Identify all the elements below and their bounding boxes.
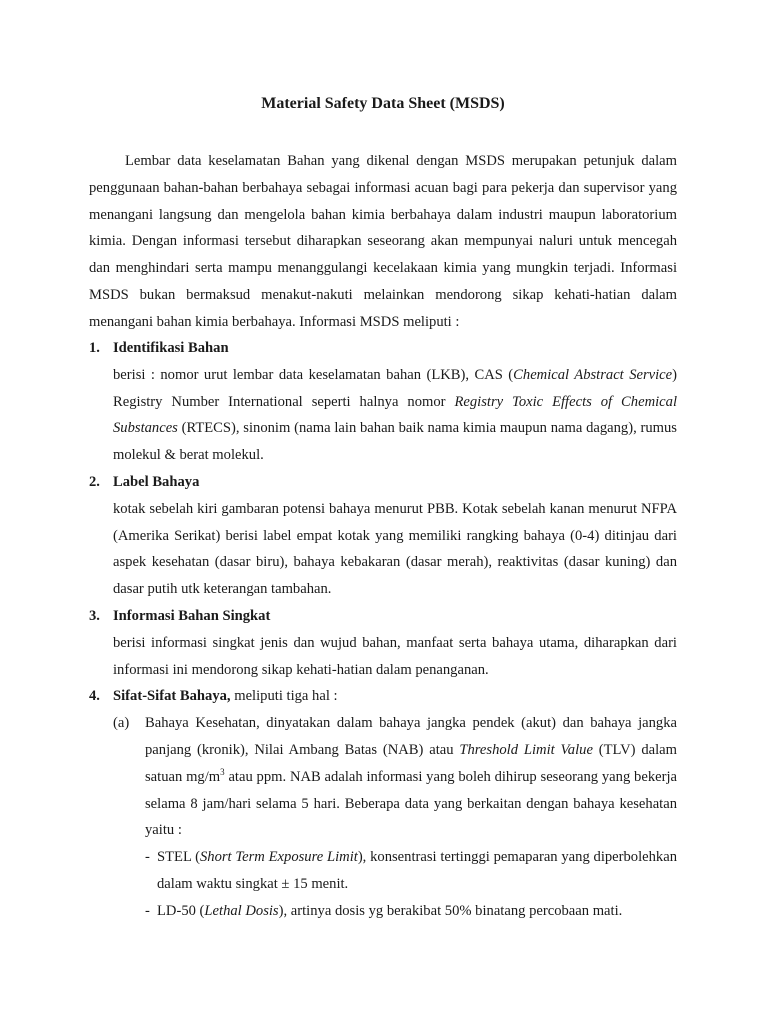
sub-item-label: (a) xyxy=(113,715,130,732)
item-number: 4. xyxy=(89,688,100,705)
list-item-identifikasi-bahan xyxy=(89,335,677,469)
item-heading: Informasi Bahan Singkat xyxy=(113,607,271,624)
item-body: berisi informasi singkat jenis dan wujud bahan, manfaat serta bahaya utama, diharapkan dari informasi ini mendorong sikap kehati-hatian dalam penanganan. xyxy=(113,634,677,678)
sub-item-text: Bahaya Kesehatan, dinyatakan dalam bahaya jangka pendek (akut) dan bahaya jangka panjang (kronik), Nilai Ambang Batas (NAB) atau Threshold Limit Value (TLV) dalam satuan $mg/m^3$ atau ppm. NAB adalah informasi yang boleh dihirup seseorang yang bekerja selama 8 jam/hari selama 5 hari. Beberapa data yang berkaitan dengan bahaya kesehatan yaitu : xyxy=(145,715,678,839)
item-number: 1. xyxy=(89,340,100,356)
item-body: kotak sebelah kiri gambaran potensi bahaya menurut PBB. Kotak sebelah kanan menurut NFPA (Amerika Serikat) berisi label empat kotak yang memiliki rangking bahaya (0-4) ditinjau dari aspek kesehatan (dasar biru), bahaya kebakaran (dasar merah), reaktivitas (dasar kuning) dan dasar putih utk keterangan tambahan. xyxy=(113,500,677,598)
dash-item-ld50 xyxy=(145,898,677,925)
sub-item-bahaya-kesehatan xyxy=(113,710,677,844)
dash-item-text: LD-50 (Lethal Dosis), artinya dosis yg berakibat 50% binatang percobaan mati. xyxy=(157,902,623,919)
item-number: 2. xyxy=(89,473,100,490)
document-title: Material Safety Data Sheet (MSDS) xyxy=(261,95,505,112)
item-heading: Identifikasi Bahan xyxy=(113,340,229,356)
section-list xyxy=(89,335,677,925)
item-heading: Sifat-Sifat Bahaya, meliputi tiga hal : xyxy=(113,688,338,705)
list-item-sifat-sifat-bahaya xyxy=(89,683,677,924)
dash-item-text: STEL (Short Term Exposure Limit), konsentrasi tertinggi pemaparan yang diperbolehkan dalam waktu singkat ± 15 menit. xyxy=(157,849,677,892)
intro-paragraph: Lembar data keselamatan Bahan yang dikenal dengan MSDS merupakan petunjuk dalam penggunaan bahan-bahan berbahaya sebagai informasi acuan bagi para pekerja dan supervisor yang menangani langsung dan mengelola bahan kimia berbahaya dalam industri maupun laboratorium kimia. Dengan informasi tersebut diharapkan seseorang akan mempunyai naluri untuk mencegah dan menghindari serta mampu menanggulangi kecelakaan kimia yang mungkin terjadi. Informasi MSDS bukan bermaksud menakut-nakuti melainkan mendorong sikap kehati-hatian dalam menangani bahan kimia berbahaya. Informasi MSDS meliputi : xyxy=(89,153,677,330)
list-item-informasi-bahan-singkat xyxy=(89,603,677,683)
item-heading: Label Bahaya xyxy=(113,473,200,490)
item-number: 3. xyxy=(89,607,100,624)
dash-mark: - xyxy=(145,902,150,919)
list-item-label-bahaya xyxy=(89,469,677,603)
dash-mark: - xyxy=(145,849,150,866)
item-body: berisi : nomor urut lembar data keselamatan bahan (LKB), CAS (Chemical Abstract Service) Registry Number International seperti halnya nomor Registry Toxic Effects of Chemical Substances (RTECS), sinonim (nama lain bahan baik nama kimia maupun nama dagang), rumus molekul & berat molekul. xyxy=(113,366,678,464)
dash-item-stel xyxy=(145,844,677,898)
